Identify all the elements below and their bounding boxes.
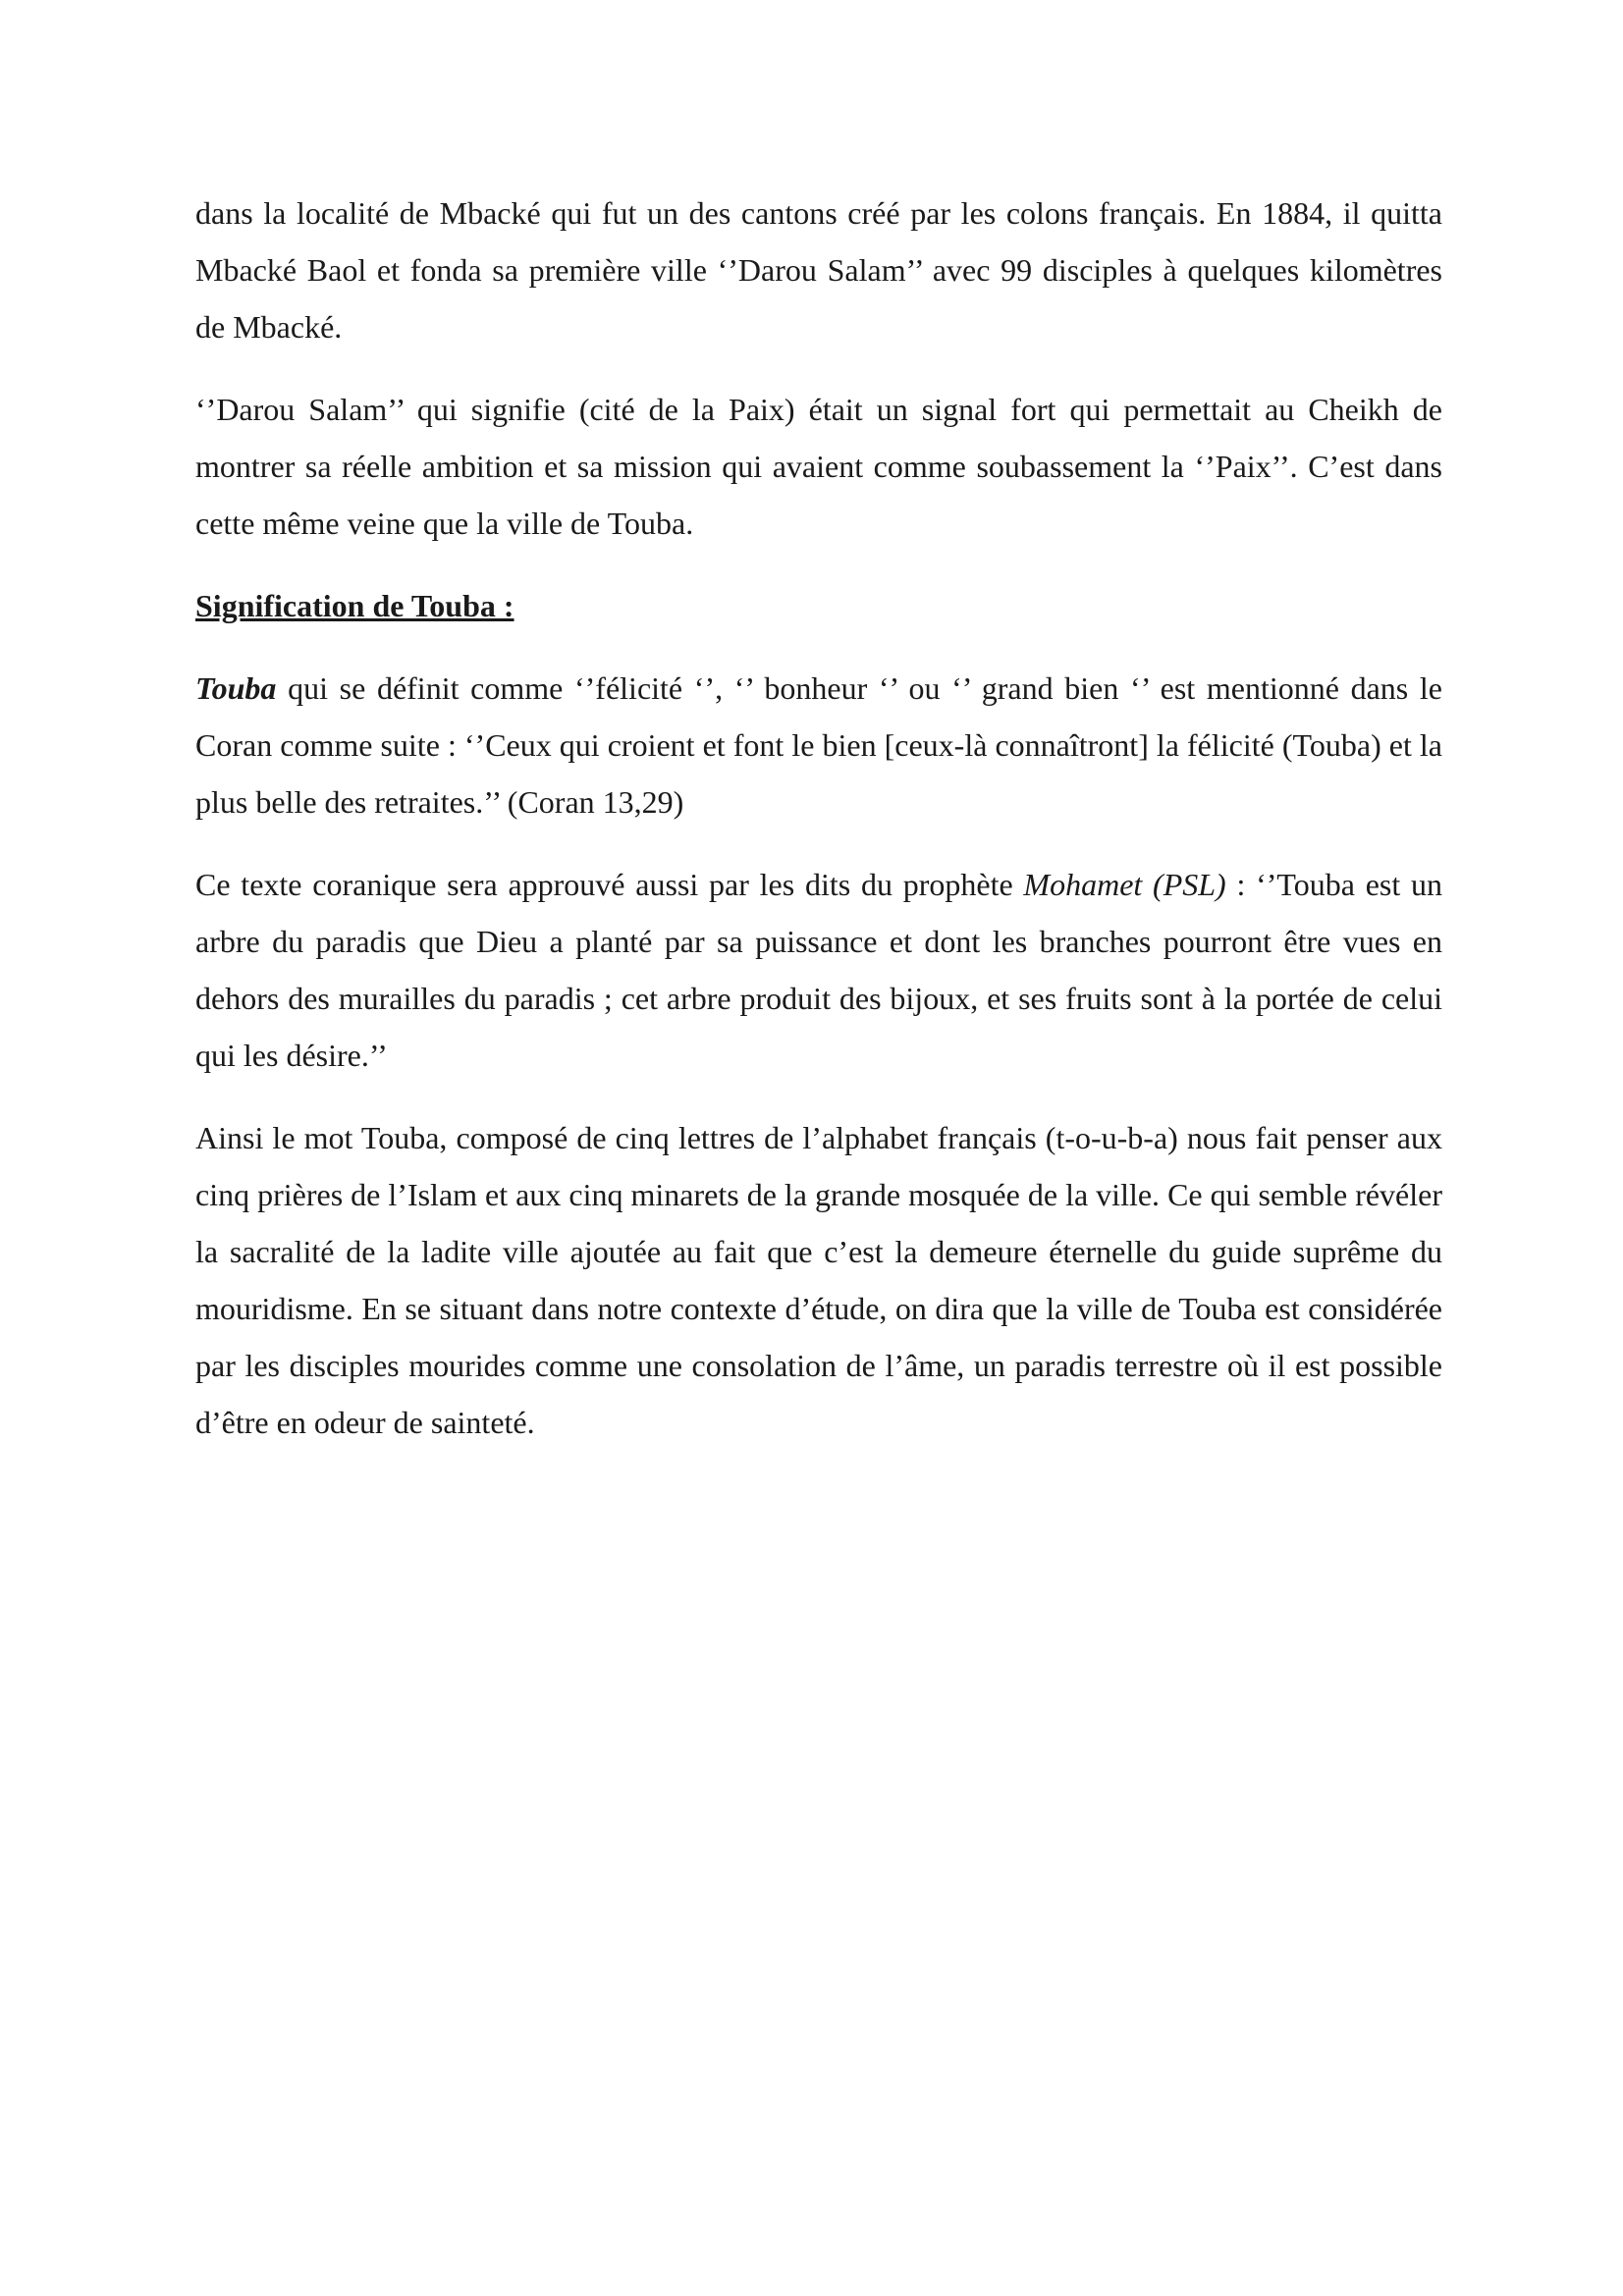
touba-definition-text: qui se définit comme ‘’félicité ‘’, ‘’ bonheur ‘’ ou ‘’ grand bien ‘’ est mentionné dans le Coran comme suite : ‘’Ceux qui croient et font le bien [ceux-là connaîtront] la félicité (Touba) et la plus belle des retraites.’’ (Coran 13,29) — [195, 670, 1442, 820]
paragraph-darou-salam: ‘’Darou Salam’’ qui signifie (cité de la Paix) était un signal fort qui permettait au Cheikh de montrer sa réelle ambition et sa mission qui avaient comme soubassement la ‘’Paix’’. C’est dans cette même veine que la ville de Touba. — [195, 392, 1442, 541]
touba-emphasis: Touba — [195, 670, 277, 706]
document-body — [195, 185, 1442, 1476]
heading-signification-touba: Signification de Touba : — [195, 588, 514, 623]
hadith-text-after: : ‘’Touba est un arbre du paradis que Dieu a planté par sa puissance et dont les branches pourront être vues en dehors des murailles du paradis ; cet arbre produit des bijoux, et ses fruits sont à la portée de celui qui les désire.’’ — [195, 867, 1443, 1073]
paragraph-hadith — [195, 856, 1442, 1084]
hadith-text-before: Ce texte coranique sera approuvé aussi par les dits du prophète — [195, 867, 1024, 902]
paragraph-touba-definition — [195, 660, 1442, 830]
paragraph-mbacke: dans la localité de Mbacké qui fut un des cantons créé par les colons français. En 1884, il quitta Mbacké Baol et fonda sa première ville ‘’Darou Salam’’ avec 99 disciples à quelques kilomètres de Mbacké. — [195, 195, 1442, 345]
prophet-name: Mohamet (PSL) — [1023, 867, 1226, 902]
paragraph-ainsi: Ainsi le mot Touba, composé de cinq lettres de l’alphabet français (t-o-u-b-a) nous fait penser aux cinq prières de l’Islam et aux cinq minarets de la grande mosquée de la ville. Ce qui semble révéler la sacralité de la ladite ville ajoutée au fait que c’est la demeure éternelle du guide suprême du mouridisme. En se situant dans notre contexte d’étude, on dira que la ville de Touba est considérée par les disciples mourides comme une consolation de l’âme, un paradis terrestre où il est possible d’être en odeur de sainteté. — [195, 1120, 1442, 1440]
section-heading — [195, 577, 1442, 634]
